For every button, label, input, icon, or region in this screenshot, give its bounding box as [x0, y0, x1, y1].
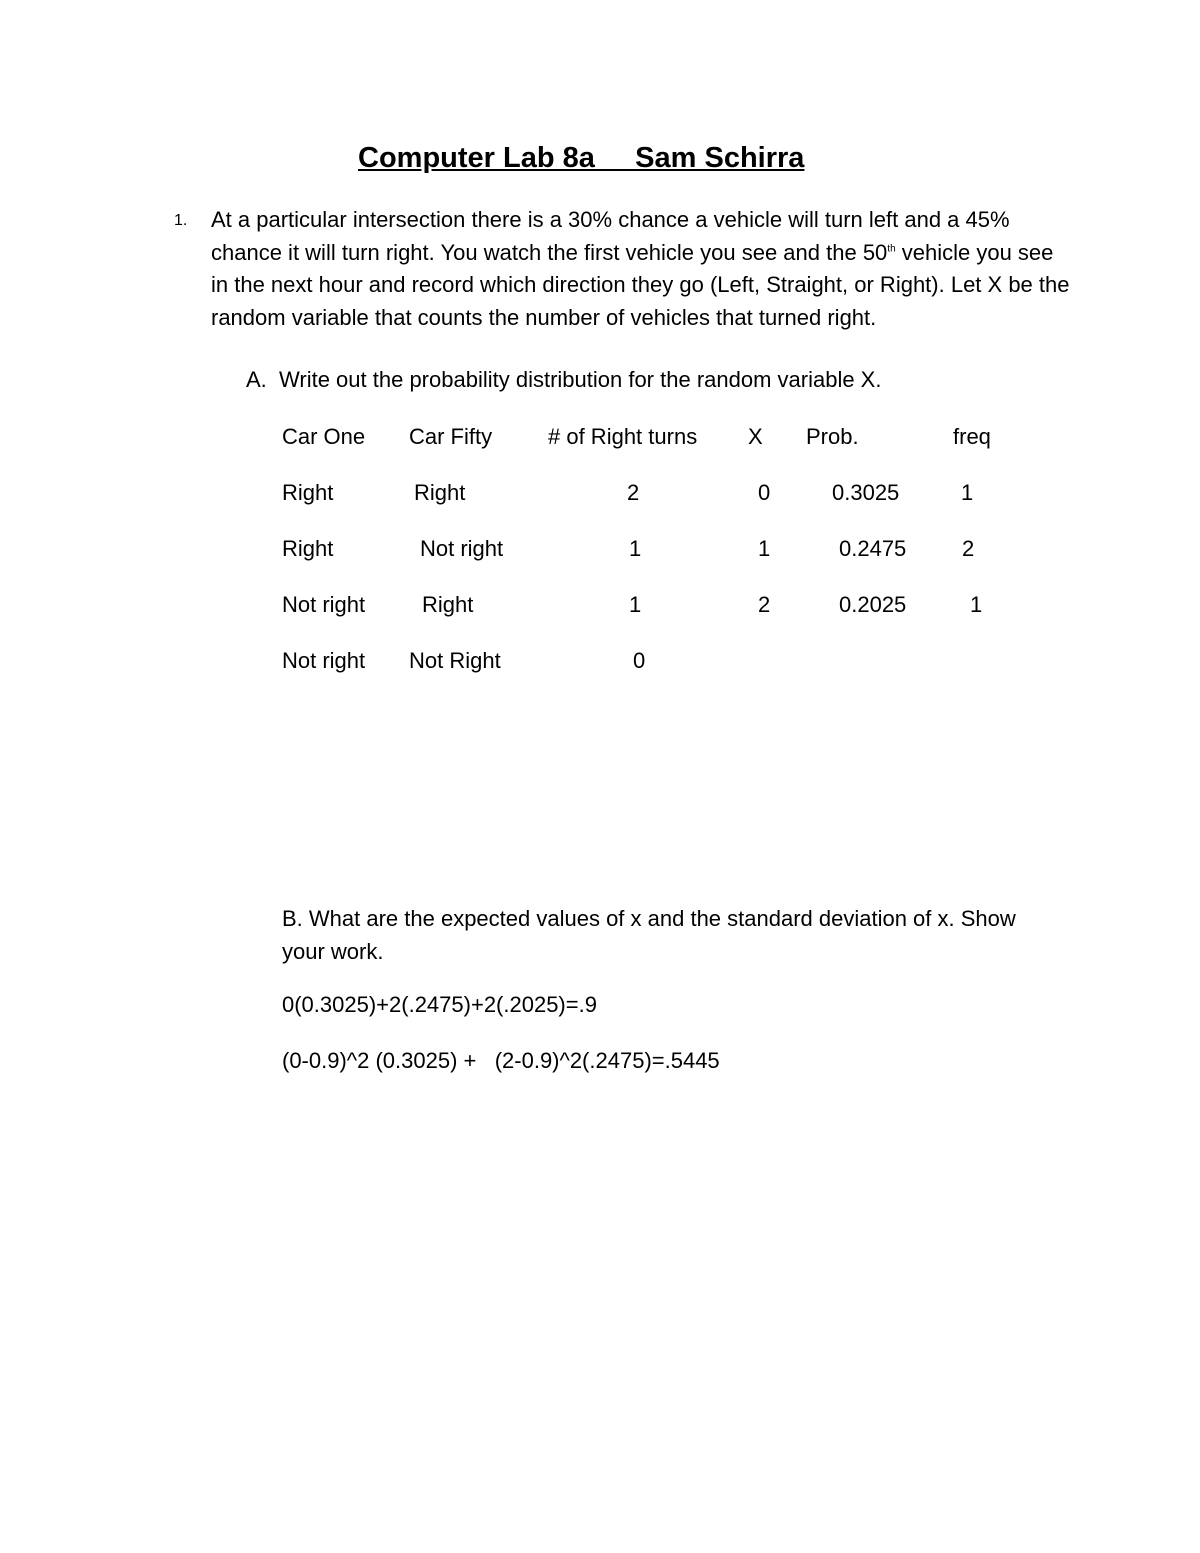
table-header-freq: freq	[953, 424, 991, 449]
table-cell: Right	[422, 592, 474, 617]
table-cell: 1	[758, 536, 771, 561]
table-header-car-fifty: Car Fifty	[409, 424, 493, 449]
table-cell: Right	[414, 480, 466, 505]
question-text-part-1: At a particular intersection there is a 30% chance a vehicle will turn left and a 45% chance it will turn right. You watch the first vehicle you see and the 50	[211, 207, 1010, 265]
part-a-prompt: A. Write out the probability distribution for the random variable X.	[246, 367, 882, 392]
table-cell: 2	[758, 592, 771, 617]
question-text-part-2: vehicle you see in the next hour and record which direction they go (Left, Straight, or Right). Let X be the random variable that counts the number of vehicles that turned right.	[211, 239, 1070, 330]
work-line-variance: (0-0.9)^2 (0.3025) + (2-0.9)^2(.2475)=.5445	[282, 1048, 720, 1073]
table-cell: 0	[758, 480, 771, 505]
table-cell: Not right	[282, 592, 366, 617]
table-cell: 1	[961, 480, 974, 505]
table-cell: Not Right	[409, 648, 501, 673]
table-cell: 0	[633, 648, 646, 673]
table-cell: 2	[962, 536, 975, 561]
table-cell: 1	[970, 592, 983, 617]
ordinal-superscript: th	[887, 243, 896, 255]
table-cell: Right	[282, 480, 334, 505]
question-text	[211, 204, 1071, 334]
document-title: Computer Lab 8a Sam Schirra	[358, 142, 805, 174]
table-cell: 0.3025	[832, 480, 900, 505]
table-cell: 0.2025	[839, 592, 907, 617]
table-cell: 1	[629, 592, 642, 617]
table-cell: 0.2475	[839, 536, 907, 561]
table-cell: Right	[282, 536, 334, 561]
table-header-prob: Prob.	[806, 424, 859, 449]
table-cell: 1	[629, 536, 642, 561]
table-cell: Not right	[420, 536, 504, 561]
table-header-car-one: Car One	[282, 424, 366, 449]
table-header-right-turns: # of Right turns	[548, 424, 698, 449]
table-cell: Not right	[282, 648, 366, 673]
work-line-expected-value: 0(0.3025)+2(.2475)+2(.2025)=.9	[282, 992, 597, 1017]
part-b-prompt: B. What are the expected values of x and the standard deviation of x. Show your work.	[282, 906, 1016, 964]
question-number: 1.	[174, 212, 188, 229]
table-cell: 2	[627, 480, 640, 505]
table-header-x: X	[748, 424, 763, 449]
